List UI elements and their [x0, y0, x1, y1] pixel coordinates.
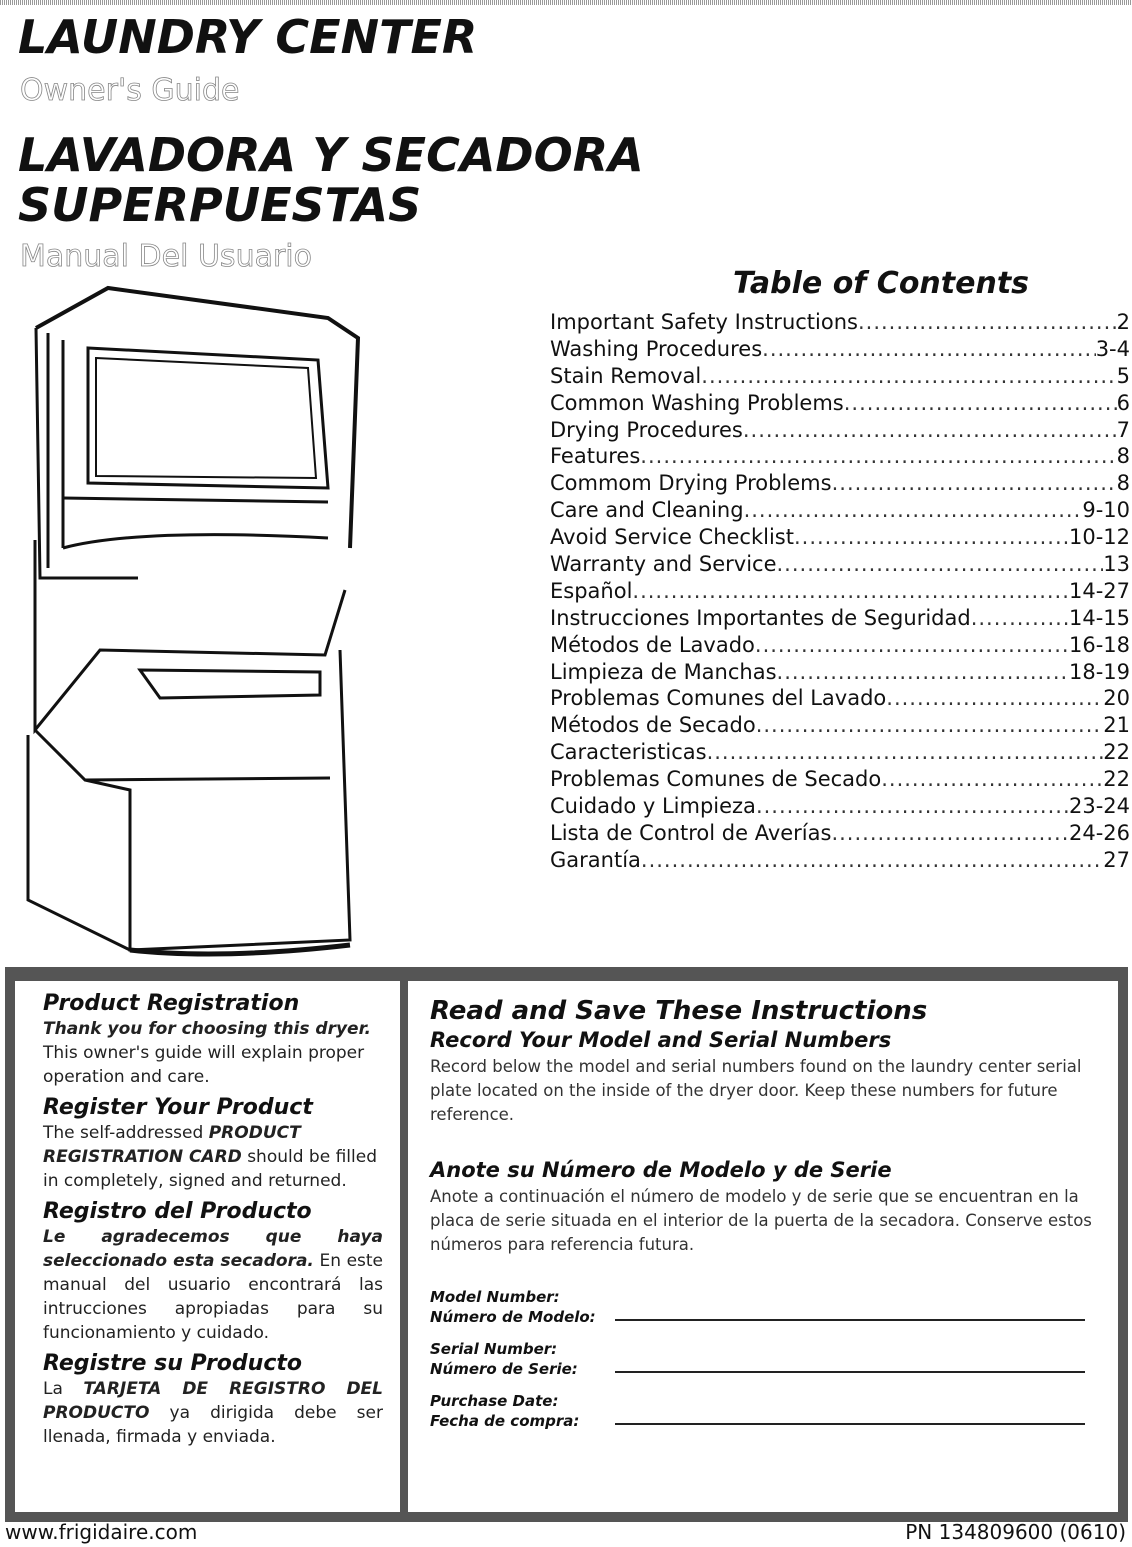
toc-entry [550, 847, 1130, 874]
toc-leader-dots [701, 363, 1116, 390]
toc-leader-dots [743, 417, 1117, 444]
toc-entry-page: 8 [1116, 471, 1130, 496]
toc-entry-title: Español [550, 578, 633, 603]
toc-leader-dots [632, 578, 1069, 605]
field-label-es: Fecha de compra: [430, 1412, 580, 1430]
toc-entry-page: 21 [1103, 713, 1130, 738]
toc-entry-page: 23-24 [1068, 794, 1130, 819]
toc-entry-page: 3-4 [1095, 336, 1130, 361]
write-in-line[interactable] [615, 1422, 1085, 1425]
toc-entry-title: Drying Procedures [550, 417, 743, 442]
record-field [430, 1339, 1110, 1379]
toc-leader-dots [832, 470, 1117, 497]
toc-entry-title: Problemas Comunes del Lavado [550, 686, 887, 711]
toc-leader-dots [762, 336, 1096, 363]
toc-entry [550, 309, 1130, 336]
toc-leader-dots [744, 497, 1083, 524]
toc-leader-dots [641, 847, 1103, 874]
toc-leader-dots [755, 632, 1069, 659]
toc-entry-title: Common Washing Problems [550, 390, 844, 415]
toc-leader-dots [881, 766, 1103, 793]
washer-lower-illustration [20, 520, 360, 960]
toc-entry-title: Problemas Comunes de Secado [550, 767, 882, 792]
toc-leader-dots [886, 685, 1103, 712]
toc-entry [550, 659, 1130, 686]
toc-entry [550, 497, 1130, 524]
product-registration-column [43, 991, 383, 1455]
website-url[interactable]: www.frigidaire.com [5, 1520, 198, 1544]
write-in-line[interactable] [615, 1318, 1085, 1321]
toc-leader-dots [756, 793, 1069, 820]
title-es-line2: SUPERPUESTAS [18, 178, 422, 232]
registre-text: La TARJETA DE REGISTRO DEL PRODUCTO ya dirigida debe ser llenada, firmada y enviada. [43, 1379, 384, 1447]
registration-text: Thank you for choosing this dryer. This owner's guide will explain proper operation and care. [43, 1019, 372, 1087]
toc-entry-title: Stain Removal [550, 363, 702, 388]
heading-registro-producto: Registro del Producto [43, 1199, 312, 1224]
toc-entry-title: Limpieza de Manchas [550, 659, 777, 684]
title-en: LAUNDRY CENTER [18, 10, 478, 64]
number-fields [430, 1287, 1110, 1431]
toc-entry [550, 632, 1130, 659]
anote-text: Anote a continuación el número de modelo y de serie que se encuentran en la placa de serie situada en el interior de la puerta de la secadora. Conserve estos números para referencia futura. [430, 1187, 1092, 1254]
toc-leader-dots [831, 820, 1069, 847]
toc-entry [550, 443, 1130, 470]
heading-product-registration: Product Registration [43, 991, 300, 1016]
heading-registre-producto: Registre su Producto [43, 1351, 303, 1376]
register-text: The self-addressed PRODUCT REGISTRATION CARD should be filled in completely, signed and returned. [43, 1123, 377, 1191]
toc-leader-dots [777, 551, 1104, 578]
toc-leader-dots [858, 309, 1117, 336]
toc-entry-page: 24-26 [1068, 820, 1130, 845]
write-in-line[interactable] [615, 1370, 1085, 1373]
record-field [430, 1287, 1110, 1327]
title-es-line1: LAVADORA Y SECADORA [18, 128, 644, 182]
toc-entry-title: Garantía [550, 847, 641, 872]
toc-entry [550, 336, 1130, 363]
toc-leader-dots [844, 390, 1117, 417]
scan-edge [0, 0, 1132, 5]
toc-entry-title: Avoid Service Checklist [550, 525, 794, 550]
toc-entry-page: 6 [1116, 390, 1130, 415]
toc-entry-title: Lista de Control de Averías [550, 820, 832, 845]
toc-entry-title: Washing Procedures [550, 336, 763, 361]
toc-entry [550, 390, 1130, 417]
toc-entry-title: Important Safety Instructions [550, 310, 858, 334]
toc-entry-title: Commom Drying Problems [550, 471, 832, 496]
toc-entry [550, 739, 1130, 766]
subtitle-en: Owner's Guide [20, 73, 240, 108]
record-field [430, 1391, 1110, 1431]
record-text: Record below the model and serial numbers found on the laundry center serial plate located on the inside of the dryer door. Keep these numbers for future reference. [430, 1057, 1082, 1124]
toc-entry-page: 18-19 [1068, 659, 1130, 684]
toc-entry-title: Instrucciones Importantes de Seguridad [550, 605, 971, 630]
toc-entry [550, 578, 1130, 605]
toc-entry [550, 417, 1130, 444]
toc-entry-title: Care and Cleaning [550, 498, 744, 523]
toc-entry-title: Caracteristicas [550, 740, 707, 765]
toc-entry-title: Cuidado y Limpieza [550, 794, 756, 819]
toc-entry-page: 22 [1103, 740, 1130, 765]
toc-entry-page: 16-18 [1068, 632, 1130, 657]
toc-entry [550, 524, 1130, 551]
heading-register-product: Register Your Product [43, 1095, 313, 1120]
heading-anote-numero: Anote su Número de Modelo y de Serie [430, 1158, 892, 1182]
toc-title: Table of Contents [733, 266, 1030, 301]
toc-leader-dots [707, 739, 1104, 766]
toc-entry-page: 8 [1116, 444, 1130, 469]
toc-entry [550, 820, 1130, 847]
toc-leader-dots [794, 524, 1069, 551]
toc-entry-title: Features [550, 444, 641, 469]
toc-entry [550, 766, 1130, 793]
toc-entry-page: 14-15 [1068, 605, 1130, 630]
field-label-en: Purchase Date: [430, 1392, 559, 1410]
part-number: PN 134809600 (0610) [905, 1520, 1126, 1544]
registration-box [5, 967, 1128, 1522]
toc-entry [550, 470, 1130, 497]
toc-entry-page: 5 [1116, 363, 1130, 388]
toc-leader-dots [777, 659, 1069, 686]
toc-leader-dots [756, 712, 1104, 739]
field-label-en: Model Number: [430, 1288, 560, 1306]
toc-entry-title: Warranty and Service [550, 552, 777, 577]
heading-read-save: Read and Save These Instructions [430, 996, 928, 1026]
registro-text: Le agradecemos que haya seleccionado esta secadora. En este manual del usuario encontrará las intrucciones apropiadas para su funcionamiento y cuidado. [43, 1227, 384, 1343]
toc-entry [550, 605, 1130, 632]
field-label-es: Número de Modelo: [430, 1308, 596, 1326]
toc-entry-title: Métodos de Lavado [550, 632, 755, 657]
table-of-contents [550, 309, 1130, 874]
toc-leader-dots [640, 443, 1116, 470]
toc-entry-page: 7 [1116, 417, 1130, 442]
instructions-column [430, 995, 1110, 1431]
toc-entry [550, 363, 1130, 390]
toc-entry [550, 712, 1130, 739]
toc-entry-page: 9-10 [1082, 498, 1130, 523]
toc-entry-page: 14-27 [1068, 578, 1130, 603]
toc-entry [550, 551, 1130, 578]
column-divider [400, 981, 408, 1512]
toc-entry [550, 793, 1130, 820]
subtitle-es: Manual Del Usuario [20, 239, 312, 274]
toc-leader-dots [971, 605, 1069, 632]
toc-entry [550, 685, 1130, 712]
toc-entry-page: 20 [1103, 686, 1130, 711]
toc-entry-page: 13 [1103, 552, 1130, 577]
heading-record-numbers: Record Your Model and Serial Numbers [430, 1028, 892, 1052]
toc-entry-page: 10-12 [1068, 525, 1130, 550]
toc-entry-page: 2 [1116, 310, 1130, 334]
field-label-en: Serial Number: [430, 1340, 558, 1358]
field-label-es: Número de Serie: [430, 1360, 578, 1378]
toc-entry-title: Métodos de Secado [550, 713, 756, 738]
toc-entry-page: 27 [1103, 847, 1130, 872]
toc-entry-page: 22 [1103, 767, 1130, 792]
